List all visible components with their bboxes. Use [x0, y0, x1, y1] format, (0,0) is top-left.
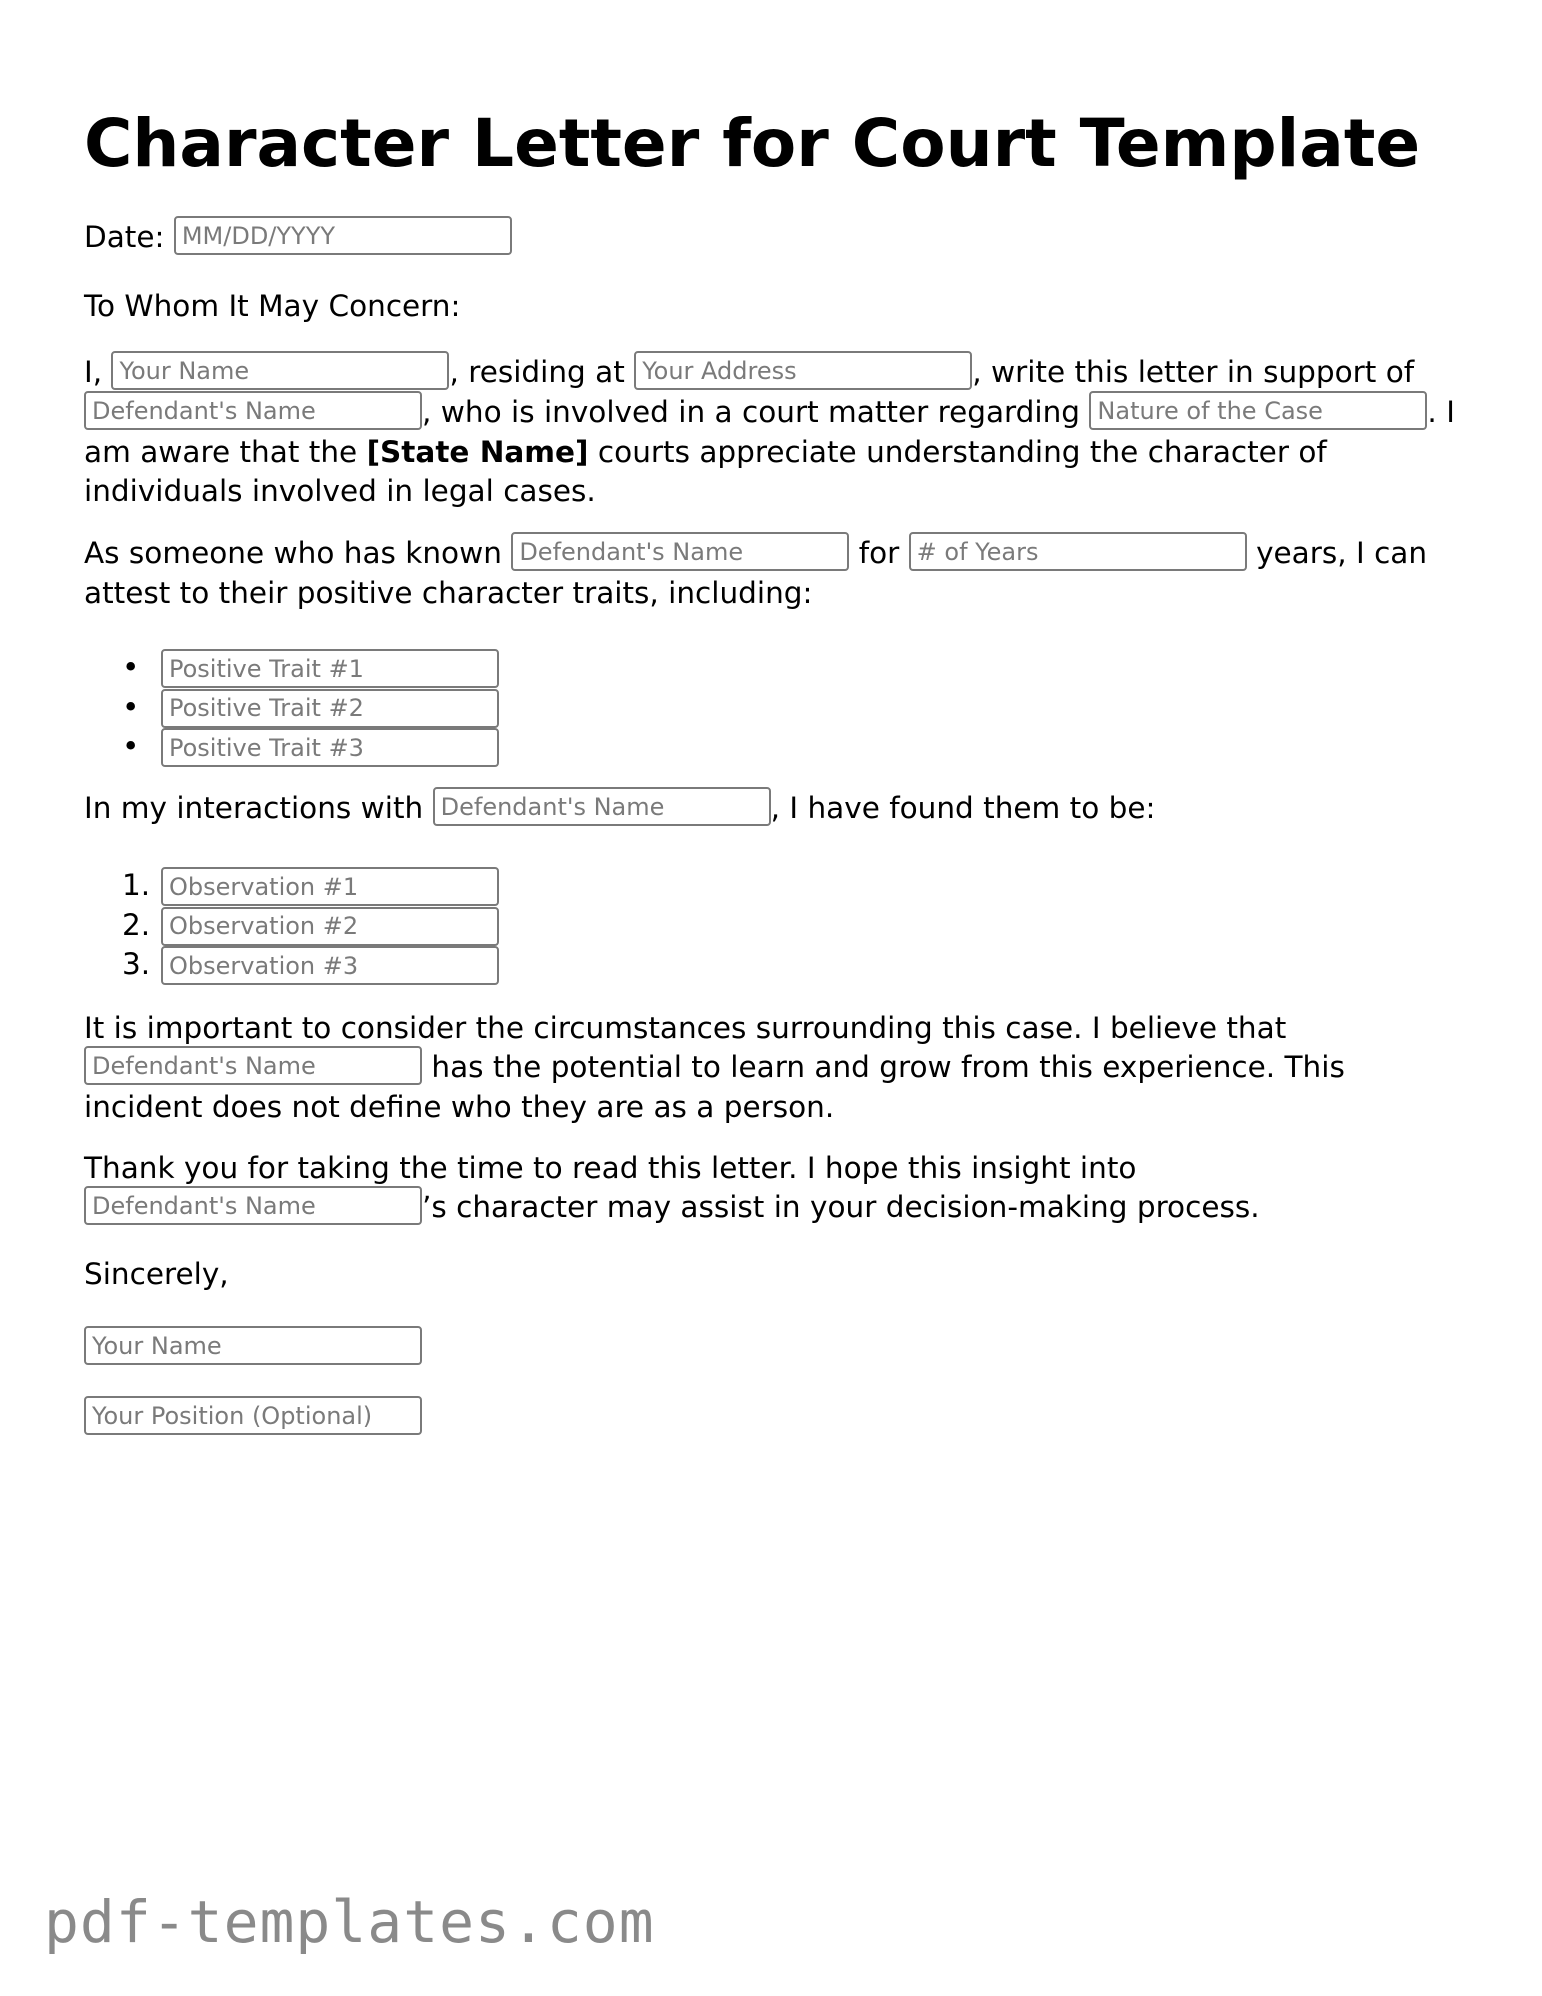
defendant-name-input-3[interactable]: [433, 787, 771, 826]
your-address-input[interactable]: [634, 351, 972, 390]
signature-position-line: [84, 1395, 1464, 1435]
your-name-input[interactable]: [111, 351, 449, 390]
circumstances-text-2: has the potential to learn and grow from this experience. This incident does not define who they are as a person.: [84, 1050, 1345, 1124]
list-item: [84, 688, 499, 728]
signature-name-input[interactable]: [84, 1326, 422, 1365]
circumstances-text-1: It is important to consider the circumstances surrounding this case. I believe that: [84, 1011, 1287, 1045]
thanks-text-1: Thank you for taking the time to read this letter. I hope this insight into: [84, 1151, 1137, 1185]
list-item: [84, 727, 499, 767]
page-title: Character Letter for Court Template: [84, 105, 1421, 182]
observations-list: [84, 866, 499, 985]
interactions-text-1: In my interactions with: [84, 791, 424, 825]
positive-trait-3-input[interactable]: [161, 728, 499, 767]
intro-text-4: , who is involved in a court matter regarding: [422, 395, 1081, 429]
intro-text-6: I am aware that the: [84, 395, 1455, 469]
list-item: [84, 906, 499, 946]
signature-position-input[interactable]: [84, 1396, 422, 1435]
known-text-2: for: [858, 536, 900, 570]
signature-name-line: [84, 1325, 1464, 1365]
closing: Sincerely,: [84, 1257, 229, 1291]
defendant-name-input-2[interactable]: [511, 532, 849, 571]
positive-trait-1-input[interactable]: [161, 649, 499, 688]
defendant-name-input-1[interactable]: [84, 391, 422, 430]
known-text-3: years, I can attest to their positive character traits, including:: [84, 536, 1428, 610]
observation-2-input[interactable]: [161, 907, 499, 946]
list-number: 2.: [122, 907, 151, 942]
intro-text-7: courts appreciate understanding the character of individuals involved in legal cases.: [84, 435, 1327, 508]
defendant-name-input-5[interactable]: [84, 1186, 422, 1225]
intro-text-2: , residing at: [449, 355, 625, 389]
list-number: 3.: [122, 947, 151, 981]
observation-3-input[interactable]: [161, 946, 499, 985]
nature-of-case-input[interactable]: [1089, 391, 1427, 430]
bullet-icon: •: [122, 689, 140, 724]
circumstances-paragraph: [84, 1009, 1464, 1127]
interactions-text-2: , I have found them to be:: [770, 791, 1156, 825]
intro-text-1: I,: [84, 355, 103, 389]
intro-paragraph: [84, 353, 1464, 511]
date-label: Date:: [84, 220, 165, 254]
bullet-icon: •: [122, 729, 140, 763]
greeting: To Whom It May Concern:: [84, 289, 461, 323]
bullet-icon: •: [122, 650, 140, 684]
years-input[interactable]: [909, 532, 1247, 571]
list-item: [84, 945, 499, 985]
defendant-name-input-4[interactable]: [84, 1046, 422, 1085]
thanks-paragraph: [84, 1149, 1464, 1228]
intro-text-3: , write this letter in support of: [972, 355, 1415, 389]
list-item: [84, 866, 499, 906]
positive-trait-2-input[interactable]: [161, 689, 499, 728]
intro-text-5: .: [1427, 395, 1437, 429]
watermark: pdf-templates.com: [44, 1888, 655, 1956]
traits-list: [84, 648, 499, 767]
known-paragraph: [84, 534, 1464, 613]
list-item: [84, 648, 499, 688]
observation-1-input[interactable]: [161, 867, 499, 906]
known-text-1: As someone who has known: [84, 536, 502, 570]
date-input[interactable]: [174, 216, 512, 255]
date-line: [84, 218, 1464, 258]
state-name: [State Name]: [366, 435, 589, 469]
thanks-text-2: ’s character may assist in your decision-making process.: [422, 1190, 1260, 1224]
list-number: 1.: [122, 868, 151, 902]
interactions-paragraph: [84, 789, 1464, 829]
